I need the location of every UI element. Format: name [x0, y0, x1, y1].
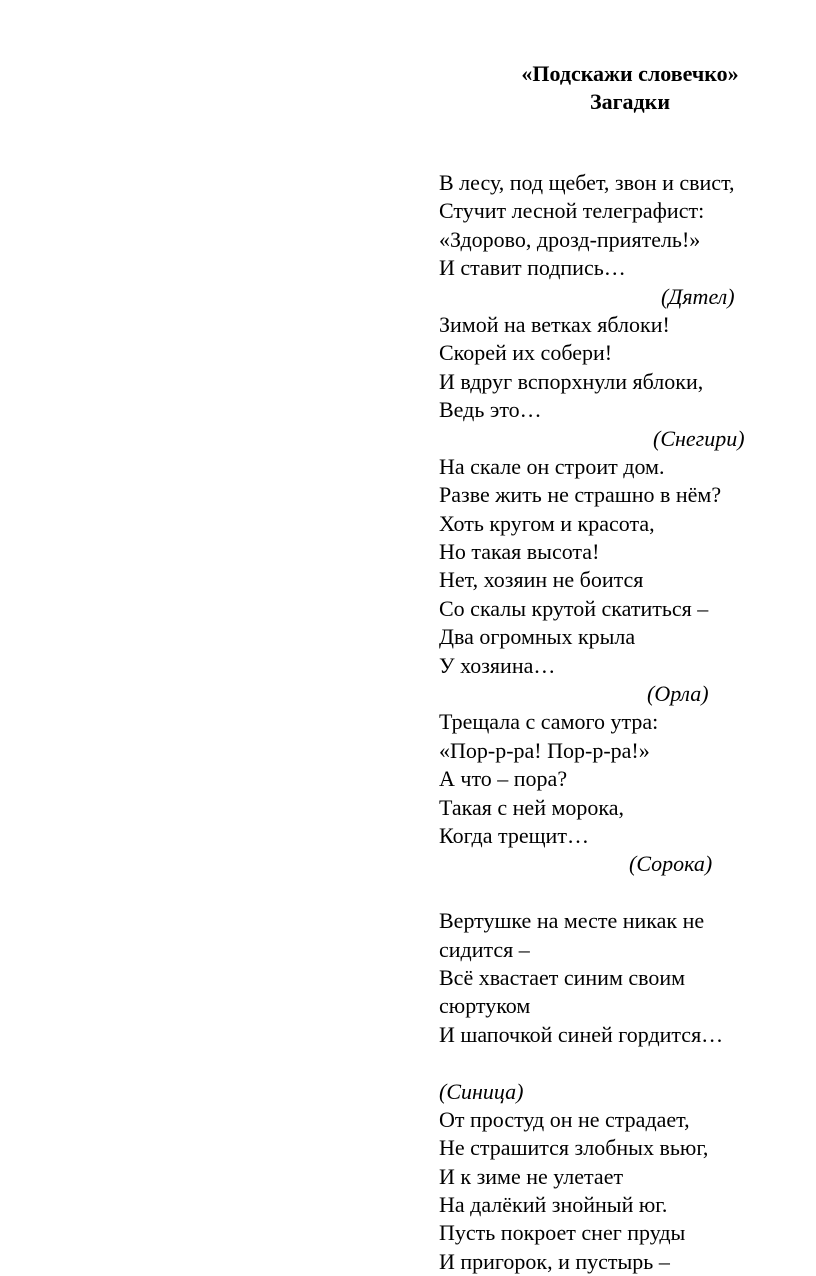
- riddle-line: И пригорок, и пустырь –: [439, 1248, 670, 1274]
- riddle-line: От простуд он не страдает,: [439, 1106, 690, 1132]
- riddle-line: сидится –: [439, 936, 530, 962]
- riddle-line: На скале он строит дом.: [439, 453, 665, 479]
- riddle-line: Стучит лесной телеграфист:: [439, 198, 705, 224]
- riddle-line: Ведь это…: [439, 397, 542, 423]
- riddle-line: Вертушке на месте никак не: [439, 908, 705, 934]
- riddle-line: Не страшится злобных вьюг,: [439, 1135, 709, 1161]
- riddle-answer: (Сорока): [629, 851, 713, 877]
- riddle-line: И вдруг вспорхнули яблоки,: [439, 368, 704, 394]
- riddle-line: «Пор-р-ра! Пор-р-ра!»: [439, 737, 650, 763]
- riddle-line: Скорей их собери!: [439, 340, 613, 366]
- riddle-line: Такая с ней морока,: [439, 794, 625, 820]
- riddle-line: И шапочкой синей гордится…: [439, 1021, 724, 1047]
- riddle-line: Пусть покроет снег пруды: [439, 1220, 686, 1246]
- riddle-line: И ставит подпись…: [439, 255, 626, 281]
- riddle-line: Хоть кругом и красота,: [439, 510, 655, 536]
- document-subtitle: Загадки: [589, 89, 671, 114]
- title-block: [500, 60, 760, 116]
- riddle-line: сюртуком: [439, 993, 531, 1019]
- document-title: «Подскажи словечко»: [521, 61, 739, 86]
- riddle-line: На далёкий знойный юг.: [439, 1192, 668, 1218]
- riddle-answer: (Орла): [647, 681, 709, 707]
- riddle-line: В лесу, под щебет, звон и свист,: [439, 170, 735, 195]
- riddle-line: Всё хвастает синим своим: [439, 964, 686, 990]
- riddle-line: Со скалы крутой скатиться –: [439, 595, 709, 621]
- riddle-line: Два огромных крыла: [439, 624, 636, 650]
- riddle-line: Но такая высота!: [439, 539, 600, 565]
- riddle-line: Когда трещит…: [439, 822, 589, 848]
- riddle-line: А что – пора?: [439, 766, 568, 792]
- riddle-line: Нет, хозяин не боится: [439, 567, 644, 593]
- riddle-line: Разве жить не страшно в нём?: [439, 482, 722, 508]
- riddles-text: [439, 169, 799, 1276]
- riddle-line: У хозяина…: [439, 652, 556, 678]
- blank-line: [439, 1049, 799, 1077]
- blank-line: [439, 879, 799, 907]
- riddle-answer: (Дятел): [661, 283, 735, 309]
- riddle-line: «Здорово, дрозд-приятель!»: [439, 226, 701, 252]
- riddle-answer: (Снегири): [653, 425, 745, 451]
- riddle-line: Зимой на ветках яблоки!: [439, 311, 670, 337]
- riddle-answer: (Синица): [439, 1078, 524, 1104]
- riddle-line: Трещала с самого утра:: [439, 709, 659, 735]
- riddle-line: И к зиме не улетает: [439, 1163, 624, 1189]
